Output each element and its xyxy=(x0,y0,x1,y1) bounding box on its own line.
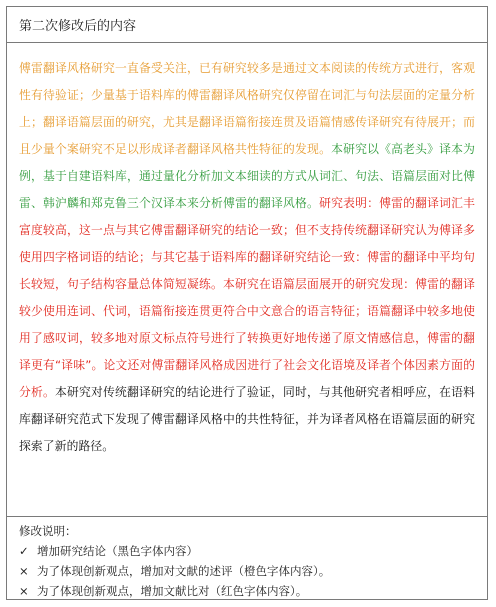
revision-notes xyxy=(7,517,487,605)
note-item xyxy=(19,541,475,561)
conclusion-text: 本研究对传统翻译研究的结论进行了验证，同时，与其他研究者相呼应，在语料库翻译研究范式下发现了傅雷翻译风格中的共性特征，并为译者风格在语篇层面的研究探索了新的路径。 xyxy=(19,385,475,453)
methodology-text: 本研究以《高老头》译本为例，基于自建语料库，通过量化分析加文本细读的方式从词汇、句法、语篇层面对比傅雷、韩沪麟和郑克鲁三个汉译本来分析傅雷的翻译风格。 xyxy=(19,142,476,210)
cross-icon: × xyxy=(19,584,29,598)
check-icon: ✓ xyxy=(19,544,29,558)
table-header xyxy=(7,7,487,43)
note-text: 为了体现创新观点，增加对文献的述评（橙色字体内容）。 xyxy=(37,564,331,578)
note-item xyxy=(19,561,475,581)
literature-review-text: 傅雷翻译风格研究一直备受关注，已有研究较多是通过文本阅读的传统方式进行，客观性有待验证；少量基于语料库的傅雷翻译风格研究仅停留在词汇与句法层面的定量分析上；翻译语篇层面的研究，尤其是翻译语篇衔接连贯及语篇情感传译研究有待展开；而且少量个案研究不足以形成译者翻译风格共性特征的发现。 xyxy=(19,61,475,156)
revision-table xyxy=(6,6,488,600)
note-item xyxy=(19,581,475,601)
notes-title: 修改说明： xyxy=(19,524,77,538)
cross-icon: × xyxy=(19,564,29,578)
header-title: 第二次修改后的内容 xyxy=(19,19,137,34)
note-text: 为了体现创新观点，增加文献比对（红色字体内容）。 xyxy=(37,584,308,598)
revised-content xyxy=(7,43,487,517)
note-text: 增加研究结论（黑色字体内容） xyxy=(37,544,198,558)
findings-text: 研究表明：傅雷的翻译词汇丰富度较高，这一点与其它傅雷翻译研究的结论一致；但不支持传统翻译研究认为傅译多使用四字格词语的结论；与其它基于语料库的翻译研究结论一致：傅雷的翻译中平均句长较短，句子结构容量总体简短凝练。本研究在语篇层面展开的研究发现：傅雷的翻译较少使用连词、代词，语篇衔接连贯更符合中文意合的语言特征；语篇翻译中较多地使用了感叹词，较多地对原文标点符号进行了转换更好地传递了原文情感信息，傅雷的翻译更有“译味”。论文还对傅雷翻译风格成因进行了社会文化语境及译者个体因素方面的分析。 xyxy=(19,196,475,399)
